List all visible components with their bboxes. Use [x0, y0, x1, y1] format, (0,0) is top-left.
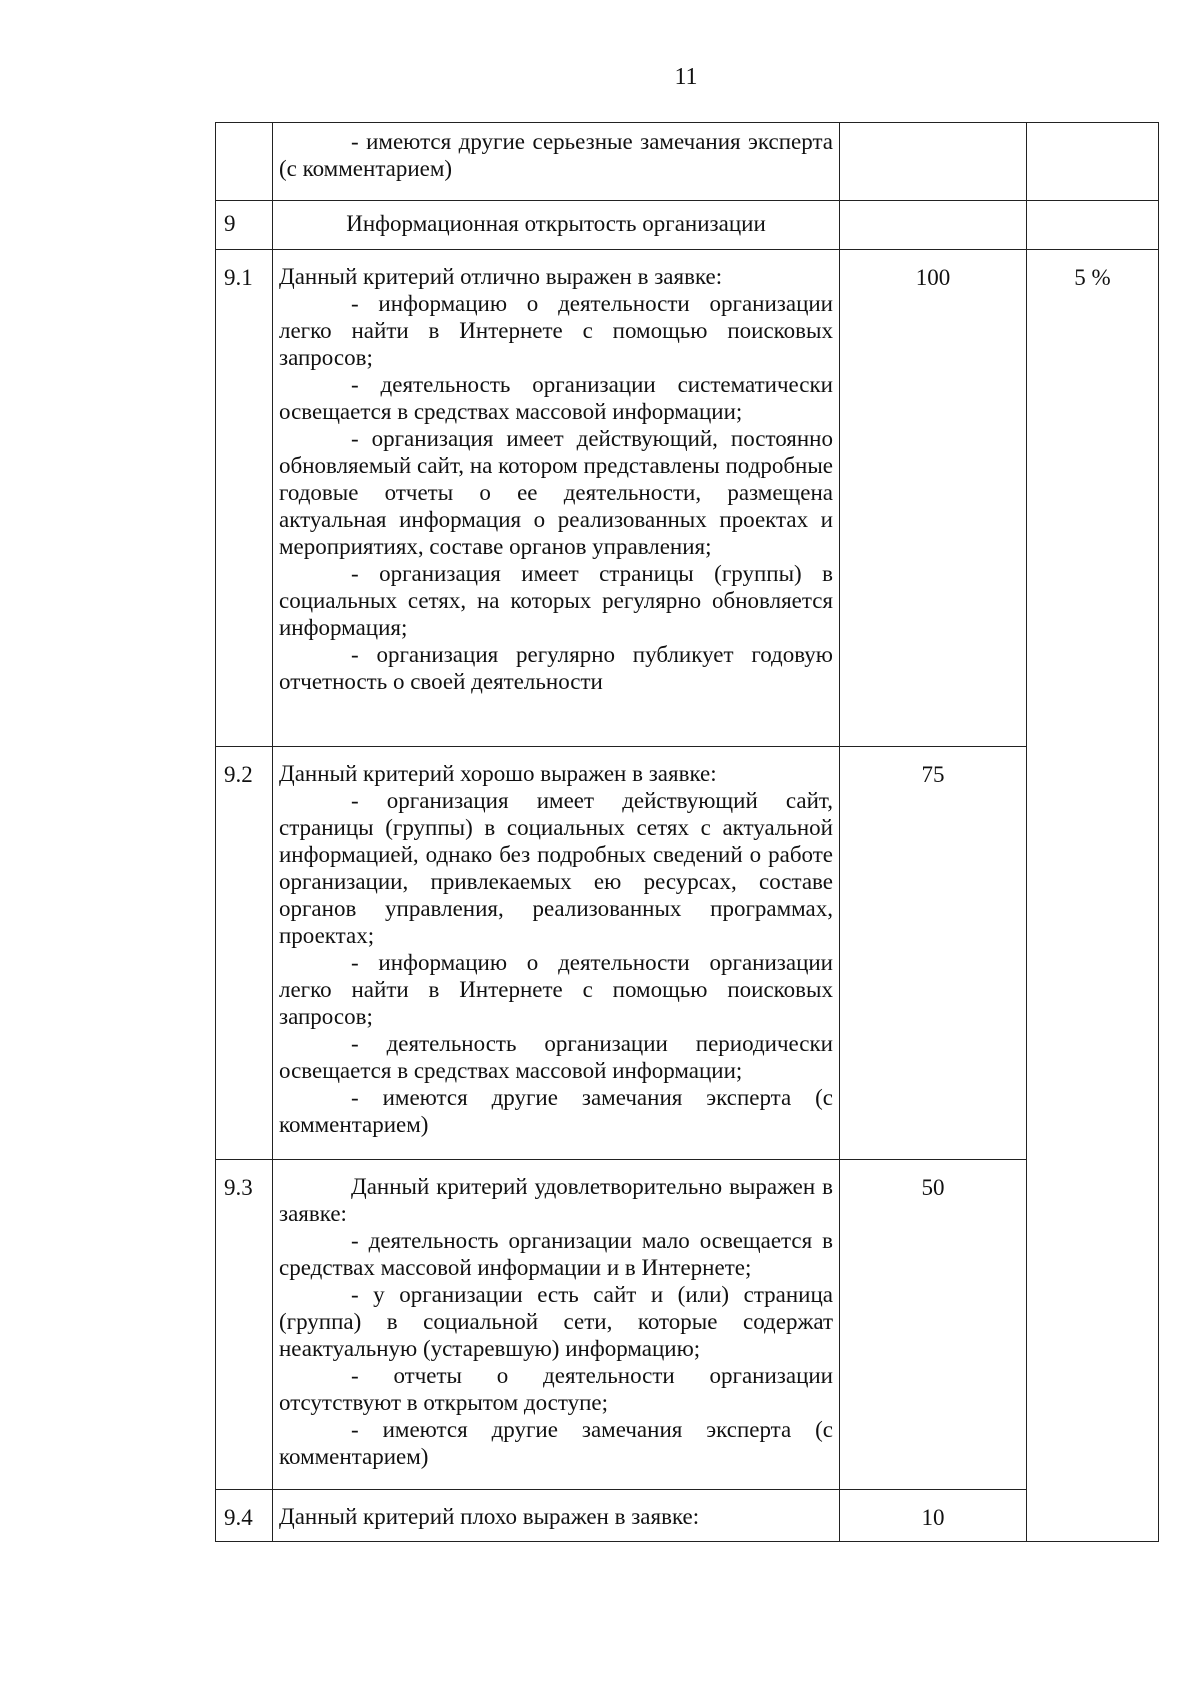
criterion-item: - имеются другие замечания эксперта (с комментарием): [279, 1417, 833, 1469]
criterion-lead: Данный критерий удовлетворительно выражен в заявке:: [279, 1174, 833, 1226]
criterion-item: - имеются другие серьезные замечания эксперта (с комментарием): [279, 129, 833, 181]
weight-cell: [1027, 201, 1159, 250]
score-value: 10: [840, 1490, 1027, 1542]
number-cell: [216, 123, 273, 201]
criterion-item: - деятельность организации мало освещается в средствах массовой информации и в Интернете;: [279, 1228, 833, 1280]
criterion-item: - деятельность организации периодически освещается в средствах массовой информации;: [279, 1031, 833, 1083]
criterion-cell: [273, 250, 840, 747]
criterion-cell: [273, 1490, 840, 1542]
score-value: 100: [840, 250, 1027, 747]
criterion-item: - у организации есть сайт и (или) страница (группа) в социальной сети, которые содержат неактуальную (устаревшую) информацию;: [279, 1282, 833, 1361]
score-cell: [840, 201, 1027, 250]
criterion-item: - организация имеет страницы (группы) в социальных сетях, на которых регулярно обновляется информация;: [279, 561, 833, 640]
score-value: 50: [840, 1160, 1027, 1490]
criterion-item: - информацию о деятельности организации легко найти в Интернете с помощью поисковых запросов;: [279, 950, 833, 1029]
criterion-item: - имеются другие замечания эксперта (с комментарием): [279, 1085, 833, 1137]
criterion-cell: [273, 123, 840, 201]
section-number: 9: [216, 201, 273, 250]
page-number: 11: [674, 64, 698, 90]
row-number: 9.3: [216, 1160, 273, 1490]
criterion-cell: [273, 1160, 840, 1490]
criteria-table: [215, 122, 1159, 1542]
score-cell: [840, 123, 1027, 201]
table-row: [216, 1490, 1159, 1542]
criterion-lead: Данный критерий плохо выражен в заявке:: [279, 1504, 700, 1529]
criterion-item: - организация регулярно публикует годовую отчетность о своей деятельности: [279, 642, 833, 694]
row-number: 9.4: [216, 1490, 273, 1542]
table-row: [216, 201, 1159, 250]
criterion-item: - информацию о деятельности организации легко найти в Интернете с помощью поисковых запросов;: [279, 291, 833, 370]
table-row: [216, 1160, 1159, 1490]
section-title: Информационная открытость организации: [273, 201, 840, 250]
criterion-item: - организация имеет действующий, постоянно обновляемый сайт, на котором представлены подробные годовые отчеты о ее деятельности, размещена актуальная информация о реализованных проектах и мероприятиях, составе органов управления;: [279, 426, 833, 559]
score-value: 75: [840, 747, 1027, 1160]
table-row: [216, 250, 1159, 747]
criterion-lead: Данный критерий отлично выражен в заявке:: [279, 264, 723, 289]
weight-cell: [1027, 123, 1159, 201]
criterion-item: - деятельность организации систематически освещается в средствах массовой информации;: [279, 372, 833, 424]
row-number: 9.2: [216, 747, 273, 1160]
table-row: [216, 747, 1159, 1160]
criterion-item: - отчеты о деятельности организации отсутствуют в открытом доступе;: [279, 1363, 833, 1415]
criterion-item: - организация имеет действующий сайт, страницы (группы) в социальных сетях с актуальной информацией, однако без подробных сведений о работе организации, привлекаемых ею ресурсах, составе органов управления, реализованных программах, проектах;: [279, 788, 833, 948]
criterion-lead: Данный критерий хорошо выражен в заявке:: [279, 761, 717, 786]
criterion-cell: [273, 747, 840, 1160]
row-number: 9.1: [216, 250, 273, 747]
table-row: [216, 123, 1159, 201]
weight-value: 5 %: [1027, 250, 1159, 1542]
